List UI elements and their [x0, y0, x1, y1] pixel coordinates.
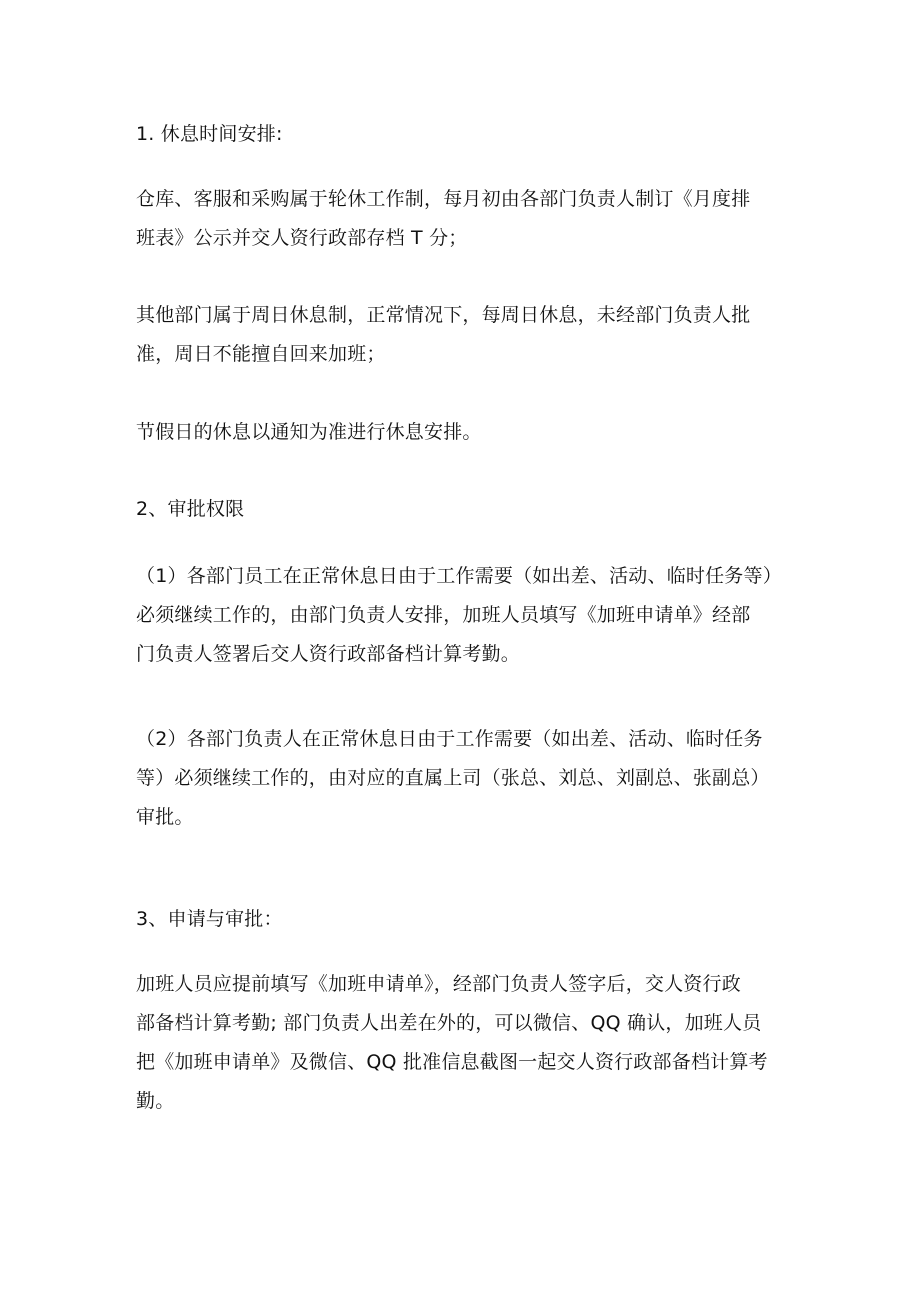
section-heading-1: [136, 115, 796, 154]
paragraph-line: 准，周日不能擅自回来加班；: [136, 343, 386, 365]
paragraph-line: 等）必须继续工作的，由对应的直属上司（张总、刘总、刘副总、张副总）: [136, 767, 770, 789]
heading-text: 3、申请与审批：: [136, 908, 283, 930]
paragraph-line: 门负责人签署后交人资行政部备档计算考勤。: [136, 643, 521, 665]
paragraph-1-1: [136, 180, 796, 258]
paragraph-line: 勤。: [136, 1090, 175, 1112]
paragraph-1-2: [136, 296, 796, 374]
paragraph-line: 把《加班申请单》及微信、QQ 批准信息截图一起交人资行政部备档计算考: [136, 1051, 768, 1073]
paragraph-line: 仓库、客服和采购属于轮休工作制，每月初由各部门负责人制订《月度排: [136, 188, 751, 210]
paragraph-line: 部备档计算考勤; 部门负责人出差在外的，可以微信、QQ 确认，加班人员: [136, 1012, 762, 1034]
paragraph-2-1: [136, 557, 796, 674]
paragraph-line: （2）各部门负责人在正常休息日由于工作需要（如出差、活动、临时任务: [136, 728, 763, 750]
heading-text: 1. 休息时间安排:: [136, 123, 283, 145]
paragraph-line: 必须继续工作的，由部门负责人安排，加班人员填写《加班申请单》经部: [136, 604, 751, 626]
paragraph-3-1: [136, 965, 796, 1121]
paragraph-line: 审批。: [136, 806, 194, 828]
paragraph-line: 节假日的休息以通知为准进行休息安排。: [136, 421, 482, 443]
paragraph-line: （1）各部门员工在正常休息日由于工作需要（如出差、活动、临时任务等）: [136, 565, 782, 587]
paragraph-1-3: [136, 413, 796, 452]
paragraph-line: 其他部门属于周日休息制，正常情况下，每周日休息，未经部门负责人批: [136, 304, 751, 326]
paragraph-2-2: [136, 720, 796, 837]
heading-text: 2、审批权限: [136, 498, 245, 520]
section-heading-3: [136, 900, 796, 939]
section-heading-2: [136, 490, 796, 529]
paragraph-line: 加班人员应提前填写《加班申请单》，经部门负责人签字后，交人资行政: [136, 973, 741, 995]
paragraph-line: 班表》公示并交人资行政部存档 T 分；: [136, 227, 468, 249]
